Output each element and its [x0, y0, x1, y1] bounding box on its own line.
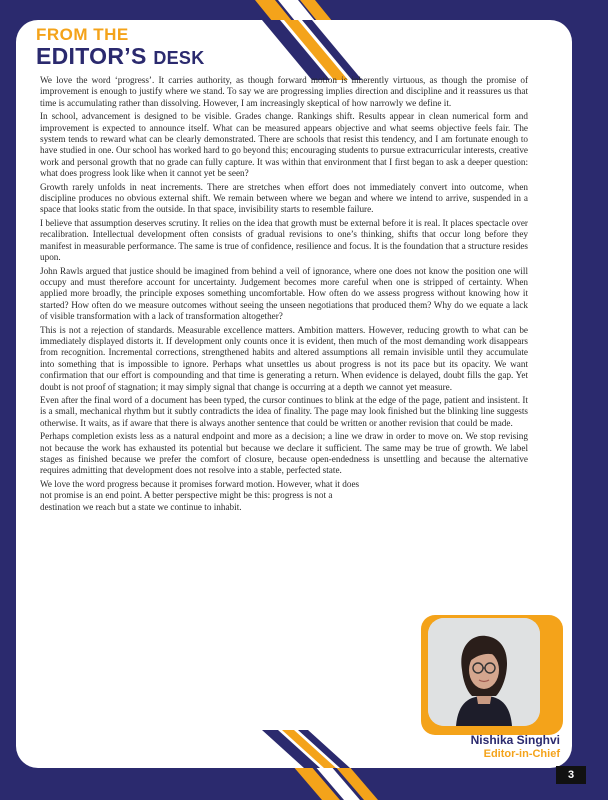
editorial-body — [40, 75, 528, 515]
paragraph-8: Perhaps completion exists less as a natural endpoint and more as a decision; a line we draw in order to move on. We stop revising not because the work has exhausted its potential but because we declare it sufficient. The same may be true of growth. We label stages as finished because we prefer the comfort of closure, because open-endedness is unsettling and because the alternative requires admitting that development does not resolve into a stable, perfected state. — [40, 431, 528, 476]
paragraph-9: We love the word progress because it promises forward motion. However, what it does not promise is an end point. A better perspective might be this: progress is not a destination we reach but a state we continue to inhabit. — [40, 478, 360, 512]
paragraph-7: Even after the final word of a document has been typed, the cursor continues to blink at the edge of the page, patient and insistent. It is a small, mechanical rhythm but it subtly contradicts the idea of finality. The page may look finished but the blinking line suggests otherwise. It waits, as if aware that there is always another sentence that could be written or another revision that could be made. — [40, 394, 528, 428]
editor-role: Editor-in-Chief — [483, 748, 560, 760]
paragraph-5: John Rawls argued that justice should be imagined from behind a veil of ignorance, where one does not know the position one will occupy and must therefore account for uncertainty. Judgement becomes more careful when one is stripped of certainty. When applied more broadly, the principle exposes something uncomfortable. How often do we assess progress without knowing how it started? How often do we measure outcomes without seeing the unseen negotiations that produced them? Why do we equate a lack of visible transformation with a lack of transformation altogether? — [40, 265, 528, 322]
page-number: 3 — [556, 766, 586, 784]
paragraph-6: This is not a rejection of standards. Measurable excellence matters. Ambition matters. However, reducing growth to what can be immediately displayed distorts it. If development only counts once it is evident, then much of the most demanding work disappears from recognition. Incremental corrections, strengthened habits and altered assumptions all remain invisible until they accumulate into something that is impossible to ignore. Perhaps what unsettles us about progress is not its pace but its opacity. We want confirmation that our effort is compounding and that time is generating a return. When evidence is delayed, doubt fills the gap. Yet doubt is not proof of stagnation; it may simply signal that change is occurring at a depth we cannot yet measure. — [40, 324, 528, 392]
paragraph-1: We love the word ‘progress’. It carries authority, as though forward motion is inherently virtuous, as though the promise of improvement is enough to justify where we stand. To say we are progressing implies direction and discipline and it reassures us that time is accumulating rather than dissolving. However, I am increasingly skeptical of how narrowly we define it. — [40, 75, 528, 108]
heading-editors: EDITOR’S — [36, 43, 147, 69]
heading-line-1: FROM THE — [36, 25, 129, 44]
paragraph-4: I believe that assumption deserves scrutiny. It relies on the idea that growth must be external before it is real. It places spectacle over recalibration. Intellectual development often consists of gradual revisions to one’s thinking, shifts that occur long before they manifest in measurable performance. The same is true of confidence, resilience and focus. It is the foundation that a structure resides upon. — [40, 217, 528, 263]
editor-portrait-illustration — [428, 618, 540, 726]
paragraph-3: Growth rarely unfolds in neat increments. There are stretches when effort does not immediately convert into outcome, when discipline produces no obvious external shift. We remain between where we began and where we intend to arrive, suspended in a space that looks static from the outside. In that space, invisibility starts to resemble failure. — [40, 181, 528, 215]
editor-name: Nishika Singhvi — [470, 733, 560, 747]
heading-line-2 — [36, 44, 205, 70]
editor-photo — [428, 618, 540, 726]
heading-desk: DESK — [153, 48, 205, 68]
signature-block — [471, 733, 560, 761]
editor-desk-heading — [36, 26, 205, 70]
paragraph-2: In school, advancement is designed to be visible. Grades change. Rankings shift. Results appear in clean numerical form and improvement is expected to announce itself. What can be measured appears objective and what seems objective feels fair. The system tends to reward what can be clearly demonstrated. There are schools that resist this tendency, and I am fortunate enough to have studied in one. Our school has worked hard to go beyond this; encouraging students to pursue extracurricular interests, creative work and personal growth that no grade can fully capture. It was within that environment that I first began to ask a deeper question: what does progress look like when it cannot yet be seen? — [40, 111, 528, 179]
